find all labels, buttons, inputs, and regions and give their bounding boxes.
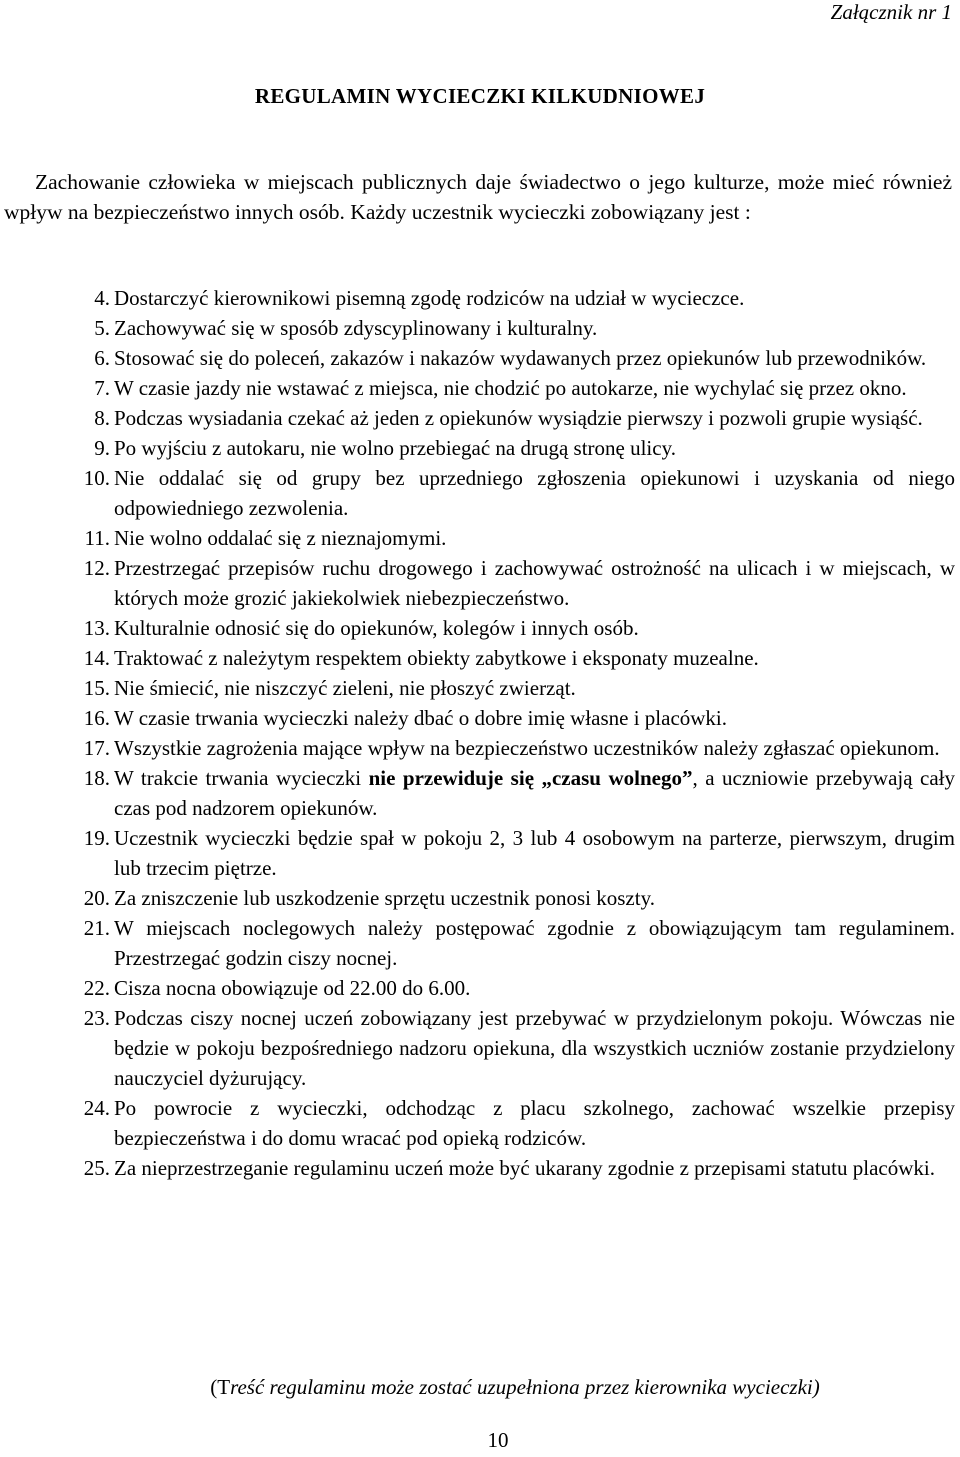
rule-number: 4.: [94, 286, 110, 310]
rule-number: 25.: [83, 1156, 110, 1180]
footer-note: [0, 1373, 960, 1401]
rule-text: Dostarczyć kierownikowi pisemną zgodę rodziców na udział w wycieczce.: [114, 286, 745, 310]
rule-text-bold: nie przewiduje się „czasu wolnego”: [368, 766, 693, 790]
footer-note-open: (T: [210, 1375, 231, 1399]
rule-number: 5.: [94, 316, 110, 340]
rule-item: [73, 913, 955, 973]
rule-item: [73, 1093, 955, 1153]
rule-text: Stosować się do poleceń, zakazów i nakazów wydawanych przez opiekunów lub przewodników.: [114, 346, 927, 370]
rule-item: [73, 733, 955, 763]
rule-item: [73, 883, 955, 913]
rule-number: 11.: [84, 526, 110, 550]
rule-number: 21.: [83, 916, 110, 940]
rule-item: [73, 403, 955, 433]
rule-text: W czasie jazdy nie wstawać z miejsca, nie chodzić po autokarze, nie wychylać się przez okno.: [114, 376, 907, 400]
rule-number: 19.: [83, 826, 110, 850]
rule-item: [73, 1153, 955, 1183]
rule-item: [73, 553, 955, 613]
rule-text: Zachowywać się w sposób zdyscyplinowany i kulturalny.: [114, 316, 598, 340]
rule-number: 14.: [83, 646, 110, 670]
rule-text: Nie śmiecić, nie niszczyć zieleni, nie płoszyć zwierząt.: [114, 676, 576, 700]
rule-text: Kulturalnie odnosić się do opiekunów, kolegów i innych osób.: [114, 616, 639, 640]
rule-item: [73, 763, 955, 823]
rule-item: [73, 283, 955, 313]
rule-text: Traktować z należytym respektem obiekty zabytkowe i eksponaty muzealne.: [114, 646, 759, 670]
rule-number: 23.: [83, 1006, 110, 1030]
rule-item: [73, 373, 955, 403]
rule-text: W czasie trwania wycieczki należy dbać o dobre imię własne i placówki.: [114, 706, 728, 730]
rule-item: [73, 613, 955, 643]
rule-number: 7.: [94, 376, 110, 400]
rule-text: Nie wolno oddalać się z nieznajomymi.: [114, 526, 447, 550]
rule-item: [73, 313, 955, 343]
rule-number: 6.: [94, 346, 110, 370]
rule-text: Po powrocie z wycieczki, odchodząc z placu szkolnego, zachować wszelkie przepisy bezpieczeństwa i do domu wracać pod opieką rodziców.: [114, 1096, 955, 1150]
rule-item: [73, 433, 955, 463]
annex-label: Załącznik nr 1: [830, 0, 952, 24]
rule-number: 10.: [83, 466, 110, 490]
rule-item: [73, 973, 955, 1003]
rule-text: W miejscach noclegowych należy postępować zgodnie z obowiązującym tam regulaminem. Przestrzegać godzin ciszy nocnej.: [114, 916, 955, 970]
rule-text: Podczas wysiadania czekać aż jeden z opiekunów wysiądzie pierwszy i pozwoli grupie wysiąść.: [114, 406, 923, 430]
rule-number: 13.: [83, 616, 110, 640]
rule-item: [73, 673, 955, 703]
rule-text: Wszystkie zagrożenia mające wpływ na bezpieczeństwo uczestników należy zgłaszać opiekunom.: [114, 736, 940, 760]
rule-item: [73, 463, 955, 523]
rule-text-part: W trakcie trwania wycieczki: [114, 766, 369, 790]
rule-item: [73, 523, 955, 553]
page-number: 10: [487, 1428, 509, 1452]
rule-text: Uczestnik wycieczki będzie spał w pokoju 2, 3 lub 4 osobowym na parterze, pierwszym, drugim lub trzecim piętrze.: [114, 826, 955, 880]
rule-item: [73, 823, 955, 883]
rule-item: [73, 343, 955, 373]
rule-item: [73, 643, 955, 673]
rule-item: [73, 1003, 955, 1093]
rule-number: 18.: [83, 766, 110, 790]
rule-number: 22.: [83, 976, 110, 1000]
rule-text: Cisza nocna obowiązuje od 22.00 do 6.00.: [114, 976, 471, 1000]
rule-number: 16.: [83, 706, 110, 730]
rule-text: Po wyjściu z autokaru, nie wolno przebiegać na drugą stronę ulicy.: [114, 436, 676, 460]
rule-number: 24.: [83, 1096, 110, 1120]
rule-number: 17.: [83, 736, 110, 760]
rule-item: [73, 703, 955, 733]
rule-text: Za nieprzestrzeganie regulaminu uczeń może być ukarany zgodnie z przepisami statutu placówki.: [114, 1156, 935, 1180]
rule-text: Nie oddalać się od grupy bez uprzedniego zgłoszenia opiekunowi i uzyskania od niego odpowiedniego zezwolenia.: [114, 466, 955, 520]
rule-number: 12.: [83, 556, 110, 580]
rule-number: 9.: [94, 436, 110, 460]
rule-number: 8.: [94, 406, 110, 430]
rule-number: 15.: [83, 676, 110, 700]
rule-text-part: , a uczniowie przebywają cały czas pod nadzorem opiekunów.: [114, 766, 956, 820]
footer-note-text: reść regulaminu może zostać uzupełniona przez kierownika wycieczki): [230, 1375, 820, 1399]
rule-text: Przestrzegać przepisów ruchu drogowego i zachowywać ostrożność na ulicach i w miejscach, w których może grozić jakiekolwiek niebezpieczeństwo.: [114, 556, 955, 610]
intro-paragraph: Zachowanie człowieka w miejscach publicznych daje świadectwo o jego kulturze, może mieć również wpływ na bezpieczeństwo innych osób. Każdy uczestnik wycieczki zobowiązany jest :: [4, 170, 952, 224]
rule-text: Podczas ciszy nocnej uczeń zobowiązany jest przebywać w przydzielonym pokoju. Wówczas nie będzie w pokoju bezpośredniego nadzoru opiekuna, dla wszystkich uczniów zostanie przydzielony nauczyciel dyżurujący.: [114, 1006, 955, 1090]
rule-number: 20.: [83, 886, 110, 910]
rule-text: Za zniszczenie lub uszkodzenie sprzętu uczestnik ponosi koszty.: [114, 886, 655, 910]
rules-list: [73, 283, 955, 1183]
rule-text: [112, 763, 955, 823]
document-title: REGULAMIN WYCIECZKI KILKUDNIOWEJ: [254, 84, 706, 108]
